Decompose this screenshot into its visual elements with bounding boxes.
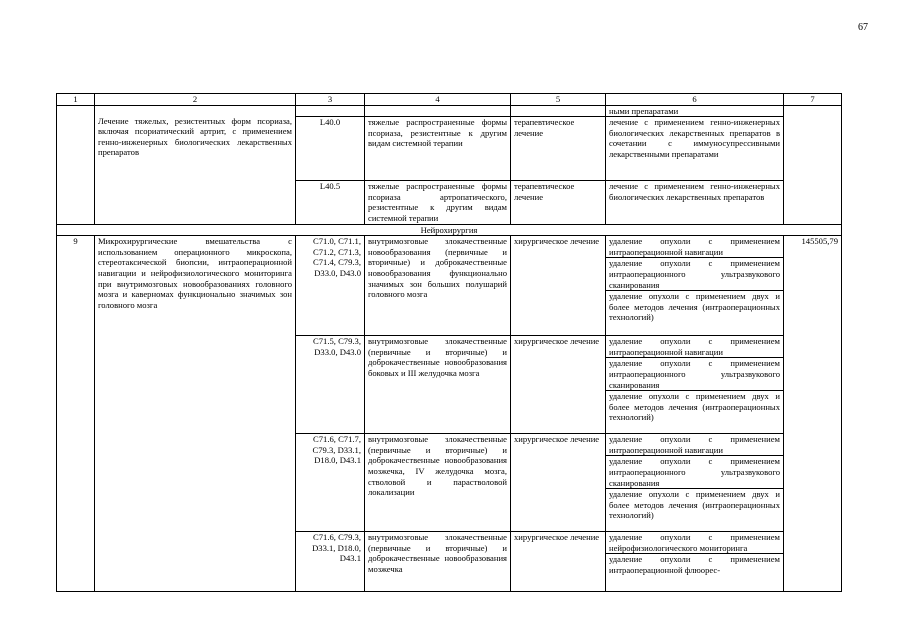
treatment-method: удаление опухоли с применением интраоперационного ультразвукового сканирования [606,455,783,488]
icd-code: L40.5 [296,181,365,224]
row-number: 9 [57,236,95,592]
treatment-method: ными препаратами [606,105,784,117]
icd-code: C71.6, C71.7, C79.3, D33.1, D18.0, D43.1 [296,434,365,532]
icd-code: L40.0 [296,117,365,181]
patient-model: внутримозговые злокачественные (первичные и вторичные) и доброкачественные новообразования мозжечка [365,532,511,592]
treatment-method: удаление опухоли с применением интраоперационной флюорес- [606,553,783,575]
treatment-type: хирургическое лечение [511,236,606,336]
treatment-method: удаление опухоли с применением двух и более методов лечения (интраоперационных технологий) [606,390,783,423]
col-header: 3 [296,94,365,106]
icd-code: C71.5, C79.3, D33.0, D43.0 [296,336,365,434]
treatment-method: удаление опухоли с применением двух и более методов лечения (интраоперационных технологий) [606,488,783,521]
col-header: 5 [511,94,606,106]
treatment-method: удаление опухоли с применением интраоперационного ультразвукового сканирования [606,357,783,390]
icd-code: C71.0, C71.1, C71.2, C71.3, C71.4, C79.3, D33.0, D43.0 [296,236,365,336]
intervention-name: Микрохирургические вмешательства с использованием операционного микроскопа, стереотаксической биопсии, интраоперационной навигации и нейрофизиологического мониторинга при внутримозговых новообразованиях головного мозга и каверномах функционально значимых зон головного мозга [95,236,296,592]
medical-care-table [56,93,842,592]
col-header: 1 [57,94,95,106]
header-row [57,94,842,106]
col-header: 6 [606,94,784,106]
treatment-method: удаление опухоли с применением интраоперационной навигации [609,236,780,257]
table-row [57,236,842,336]
treatment-methods [606,532,784,592]
intervention-name: Лечение тяжелых, резистентных форм псориаза, включая псориатический артрит, с применением генно-инженерных биологических лекарственных препаратов [98,115,292,158]
treatment-methods [606,434,784,532]
section-row [57,224,842,236]
patient-model: тяжелые распространенные формы псориаза, резистентные к другим видам системной терапии [365,117,511,181]
treatment-methods [606,236,784,336]
page-number: 67 [858,22,868,33]
treatment-type: хирургическое лечение [511,434,606,532]
treatment-method: удаление опухоли с применением интраоперационного ультразвукового сканирования [606,257,783,290]
treatment-type: хирургическое лечение [511,336,606,434]
col-header: 4 [365,94,511,106]
section-title: Нейрохирургия [57,224,842,236]
patient-model: внутримозговые злокачественные новообразования (первичные и вторичные) и доброкачественные новообразования функционально значимых зон больших полушарий головного мозга [365,236,511,336]
col-header: 7 [784,94,842,106]
treatment-type: терапевтическое лечение [511,181,606,224]
col-header: 2 [95,94,296,106]
table-row [57,105,842,117]
patient-model: внутримозговые злокачественные (первичные и вторичные) и доброкачественные новообразования боковых и III желудочка мозга [365,336,511,434]
patient-model: тяжелые распространенные формы псориаза артропатического, резистентные к другим видам системной терапии [365,181,511,224]
patient-model: внутримозговые злокачественные (первичные и вторичные) и доброкачественные новообразования мозжечка, IV желудочка мозга, стволовой и парастволовой локализации [365,434,511,532]
treatment-method: удаление опухоли с применением интраоперационной навигации [609,434,780,455]
treatment-method: удаление опухоли с применением нейрофизиологического мониторинга [609,532,780,553]
treatment-method: удаление опухоли с применением двух и более методов лечения (интраоперационных технологий) [606,290,783,323]
treatment-type: терапевтическое лечение [511,117,606,181]
treatment-method: лечение с применением генно-инженерных биологических лекарственных препаратов [606,181,784,224]
treatment-method: удаление опухоли с применением интраоперационной навигации [609,336,780,357]
treatment-methods [606,336,784,434]
cost-value: 145505,79 [784,236,842,592]
treatment-method: лечение с применением генно-инженерных биологических лекарственных препаратов в сочетании с иммуносупрессивными лекарственными препаратами [606,117,784,181]
icd-code: C71.6, C79.3, D33.1, D18.0, D43.1 [296,532,365,592]
treatment-type: хирургическое лечение [511,532,606,592]
